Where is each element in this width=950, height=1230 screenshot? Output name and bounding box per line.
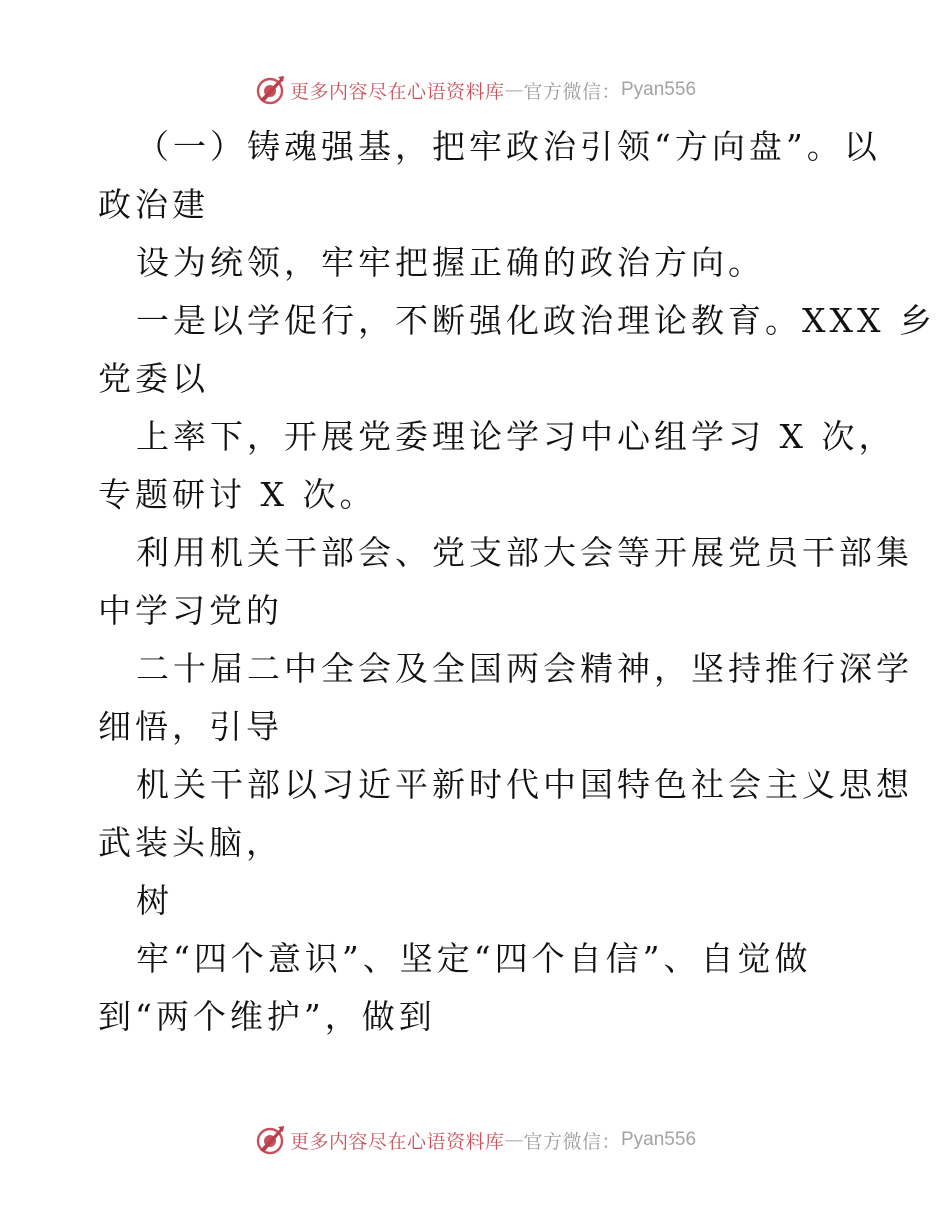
text-line: 一是以学促行，不断强化政治理论教育。XXX 乡	[136, 301, 936, 340]
text-line: 机关干部以习近平新时代中国特色社会主义思想	[136, 765, 913, 804]
document-body	[98, 118, 936, 1046]
text-line: 上率下，开展党委理论学习中心组学习 X 次，	[136, 417, 896, 456]
text-line: 政治建	[98, 185, 209, 224]
footer-watermark	[0, 1122, 950, 1158]
text-line: 专题研讨 X 次。	[98, 475, 377, 514]
watermark-suffix: 官方微信：	[523, 1130, 621, 1153]
watermark-id: Pyan556	[621, 1129, 697, 1150]
text-line: 党委以	[98, 359, 209, 398]
watermark-separator: —	[504, 79, 524, 101]
text-line: 中学习党的	[98, 591, 283, 630]
quill-logo-icon	[254, 1124, 286, 1156]
watermark-separator: —	[504, 1129, 524, 1151]
watermark-text: 更多内容尽在心语资料库	[289, 80, 505, 103]
text-line: 利用机关干部会、党支部大会等开展党员干部集	[136, 533, 913, 572]
header-watermark	[0, 72, 950, 108]
text-line: （一）铸魂强基，把牢政治引领“方向盘”。以	[136, 127, 881, 166]
text-line: 牢“四个意识”、坚定“四个自信”、自觉做	[136, 939, 812, 978]
watermark-suffix: 官方微信：	[523, 80, 621, 103]
watermark-id: Pyan556	[621, 79, 697, 100]
watermark-text: 更多内容尽在心语资料库	[289, 1130, 505, 1153]
text-line: 二十届二中全会及全国两会精神，坚持推行深学	[136, 649, 913, 688]
text-line: 到“两个维护”，做到	[98, 997, 436, 1036]
text-line: 设为统领，牢牢把握正确的政治方向。	[136, 243, 765, 282]
text-line: 武装头脑，	[98, 823, 283, 862]
text-line: 细悟，引导	[98, 707, 283, 746]
text-line: 树	[136, 881, 173, 920]
quill-logo-icon	[254, 74, 286, 106]
